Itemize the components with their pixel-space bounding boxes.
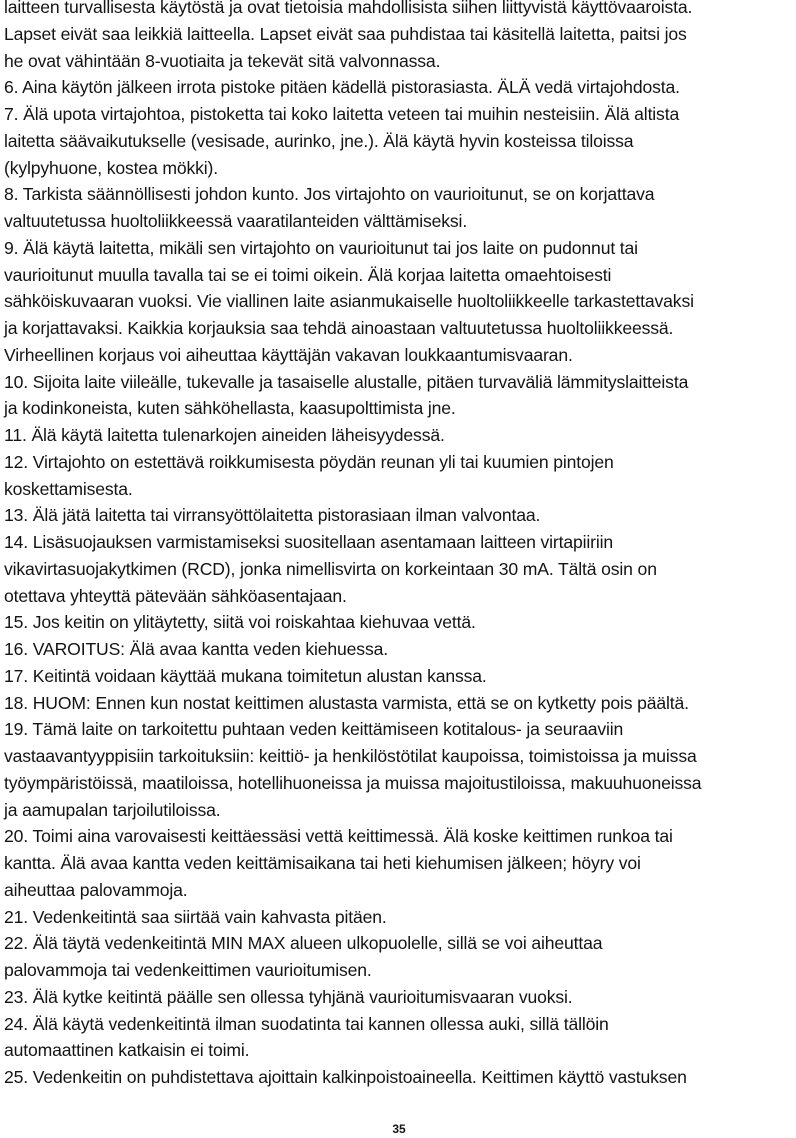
text-line: 24. Älä käytä vedenkeitintä ilman suodatinta tai kannen ollessa auki, sillä tällöin — [4, 1013, 609, 1034]
text-line: koskettamisesta. — [4, 478, 133, 499]
text-line: vikavirtasuojakytkimen (RCD), jonka nimellisvirta on korkeintaan 30 mA. Tältä osin on — [4, 558, 657, 579]
text-line: 8. Tarkista säännöllisesti johdon kunto. Jos virtajohto on vaurioitunut, se on korjattava — [4, 184, 655, 205]
text-line: (kylpyhuone, kostea mökki). — [4, 157, 219, 178]
text-line: laitteen turvallisesta käytöstä ja ovat tietoisia mahdollisista siihen liittyvistä käyttövaaroista. — [4, 0, 693, 17]
text-line: 6. Aina käytön jälkeen irrota pistoke pitäen kädellä pistorasiasta. ÄLÄ vedä virtajohdosta. — [4, 77, 680, 98]
text-line: 18. HUOM: Ennen kun nostat keittimen alustasta varmista, että se on kytketty pois päältä. — [4, 692, 689, 713]
text-line: 10. Sijoita laite viileälle, tukevalle ja tasaiselle alustalle, pitäen turvaväliä lämmityslaitteista — [4, 371, 689, 392]
text-line: otettava yhteyttä pätevään sähköasentajaan. — [4, 585, 347, 606]
text-line: 20. Toimi aina varovaisesti keittäessäsi vettä keittimessä. Älä koske keittimen runkoa tai — [4, 826, 673, 847]
text-line: automaattinen katkaisin ei toimi. — [4, 1040, 250, 1061]
text-line: 14. Lisäsuojauksen varmistamiseksi suositellaan asentamaan laitteen virtapiiriin — [4, 532, 613, 552]
text-line: 9. Älä käytä laitetta, mikäli sen virtajohto on vaurioitunut tai jos laite on pudonnut tai — [4, 237, 638, 258]
text-line: ja aamupalan tarjoilutiloissa. — [4, 799, 221, 820]
text-line: he ovat vähintään 8-vuotiaita ja tekevät sitä valvonnassa. — [4, 50, 441, 71]
text-line: valtuutetussa huoltoliikkeessä vaaratilanteiden välttämiseksi. — [4, 211, 468, 231]
text-line: Lapset eivät saa leikkiä laitteella. Lapset eivät saa puhdistaa tai käsitellä laitetta, paitsi jos — [4, 23, 687, 44]
text-line: 11. Älä käytä laitetta tulenarkojen aineiden läheisyydessä. — [4, 425, 445, 445]
page-number: 35 — [392, 1122, 406, 1136]
text-line: 12. Virtajohto on estettävä roikkumisesta pöydän reunan yli tai kuumien pintojen — [4, 451, 614, 472]
text-line: ja kodinkoneista, kuten sähköhellasta, kaasupolttimista jne. — [4, 398, 456, 419]
text-line: 21. Vedenkeitintä saa siirtää vain kahvasta pitäen. — [4, 906, 387, 927]
text-line: 7. Älä upota virtajohtoa, pistoketta tai koko laitetta veteen tai muihin nesteisiin. Älä altista — [4, 104, 680, 124]
text-line: vaurioitunut muulla tavalla tai se ei toimi oikein. Älä korjaa laitetta omaehtoisesti — [4, 264, 612, 285]
text-line: 17. Keitintä voidaan käyttää mukana toimitetun alustan kanssa. — [4, 665, 487, 686]
text-line: 19. Tämä laite on tarkoitettu puhtaan veden keittämiseen kotitalous- ja seuraaviin — [4, 719, 624, 740]
text-line: aiheuttaa palovammoja. — [4, 879, 188, 900]
text-line: Virheellinen korjaus voi aiheuttaa käyttäjän vakavan loukkaantumisvaaran. — [4, 344, 573, 365]
text-line: sähköiskuvaaran vuoksi. Vie viallinen laite asianmukaiselle huoltoliikkeelle tarkastettavaksi — [4, 291, 694, 312]
text-line: vastaavantyyppisiin tarkoituksiin: keittiö- ja henkilöstötilat kaupoissa, toimistoissa ja muissa — [4, 746, 697, 766]
text-line: työympäristöissä, maatiloissa, hotellihuoneissa ja muissa majoitustiloissa, makuuhuoneissa — [4, 772, 702, 793]
text-line: kantta. Älä avaa kantta veden keittämisaikana tai heti kiehumisen jälkeen; höyry voi — [4, 853, 641, 873]
text-line: 13. Älä jätä laitetta tai virransyöttölaitetta pistorasiaan ilman valvontaa. — [4, 505, 541, 526]
text-line: ja korjattavaksi. Kaikkia korjauksia saa tehdä ainoastaan valtuutetussa huoltoliikkeessä. — [4, 318, 674, 338]
text-line: 16. VAROITUS: Älä avaa kantta veden kiehuessa. — [4, 639, 388, 659]
text-line: 23. Älä kytke keitintä päälle sen ollessa tyhjänä vaurioitumisvaaran vuoksi. — [4, 986, 573, 1007]
text-line: 15. Jos keitin on ylitäytetty, siitä voi roiskahtaa kiehuvaa vettä. — [4, 612, 476, 633]
text-line: 22. Älä täytä vedenkeitintä MIN MAX alueen ulkopuolelle, sillä se voi aiheuttaa — [4, 933, 603, 954]
document-page — [4, 0, 794, 1138]
text-line: palovammoja tai vedenkeittimen vaurioitumisen. — [4, 960, 372, 980]
text-line: laitetta säävaikutukselle (vesisade, aurinko, jne.). Älä käytä hyvin kosteissa tiloissa — [4, 130, 634, 151]
body-text — [4, 0, 794, 1091]
text-line: 25. Vedenkeitin on puhdistettava ajoittain kalkinpoistoaineella. Keittimen käyttö vastuksen — [4, 1067, 687, 1087]
